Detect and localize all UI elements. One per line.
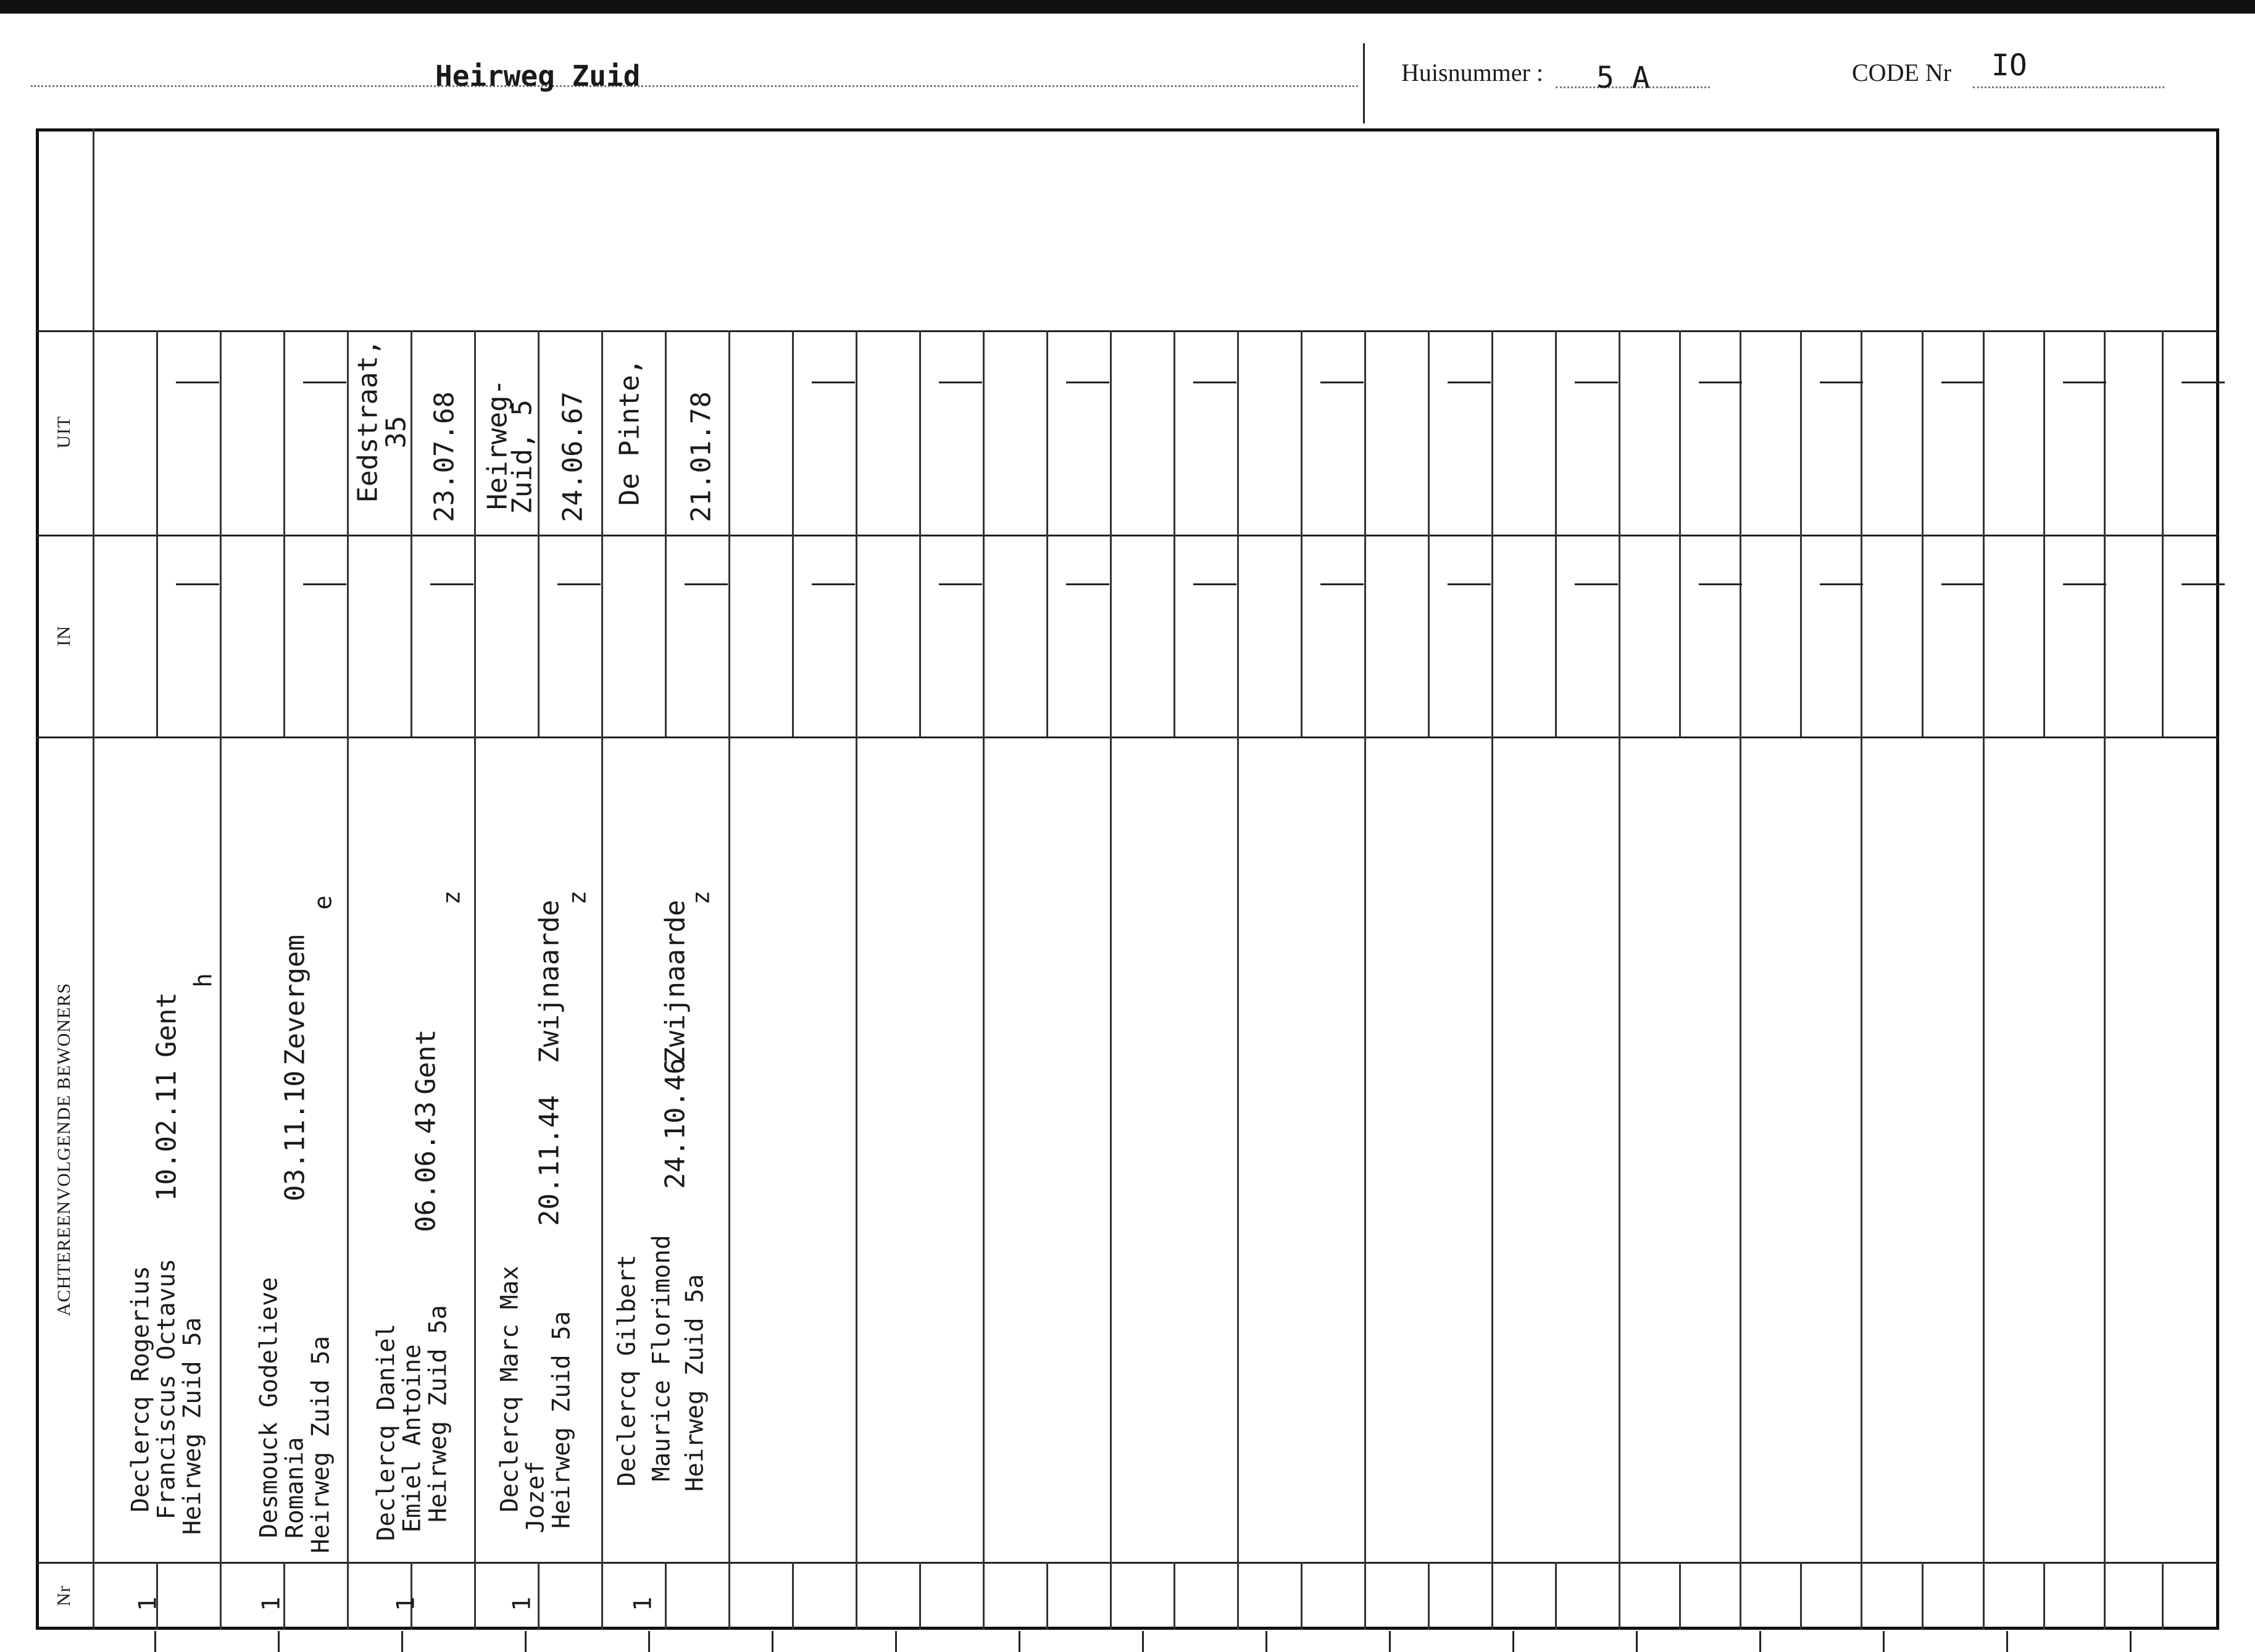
column-divider (728, 330, 730, 1630)
subcolumn-divider (283, 1562, 285, 1630)
empty-slot-dash (1699, 382, 1742, 383)
subcolumn-divider (792, 535, 794, 736)
resident-name-line: Declercq Daniel (372, 1323, 401, 1541)
empty-slot-dash (557, 583, 601, 585)
huisnummer-value: 5 A (1596, 60, 1650, 95)
subcolumn-divider (1800, 330, 1802, 535)
column-divider (601, 330, 603, 1630)
resident-mark: z (438, 890, 466, 905)
code-dotted-line (1973, 86, 2164, 88)
column-divider (1364, 330, 1366, 1630)
resident-uit-place-line: Zuid, 5 (506, 399, 538, 514)
subcolumn-divider (665, 535, 667, 736)
bottom-tick (648, 1631, 650, 1652)
bottom-tick (1265, 1631, 1267, 1652)
subcolumn-divider (2162, 330, 2164, 535)
column-divider (1110, 330, 1112, 1630)
section-label-nr: Nr (54, 1585, 74, 1606)
resident-birth-date: 03.11.10 (279, 1070, 311, 1201)
resident-name-line: Jozef (522, 1461, 550, 1533)
empty-slot-dash (1193, 382, 1236, 383)
column-divider (983, 330, 985, 1630)
subcolumn-divider (1679, 330, 1681, 535)
subcolumn-divider (1428, 535, 1430, 736)
empty-slot-dash (939, 382, 982, 383)
resident-nr: 1 (508, 1596, 536, 1611)
resident-birth-place: Gent (151, 992, 183, 1058)
empty-slot-dash (1941, 382, 1985, 383)
header-separator (1363, 43, 1365, 123)
subcolumn-divider (1679, 1562, 1681, 1630)
subcolumn-divider (1301, 1562, 1303, 1630)
empty-slot-dash (939, 583, 982, 585)
empty-slot-dash (303, 382, 346, 383)
column-divider (1491, 330, 1493, 1630)
resident-name-line: Declercq Rogerius (127, 1266, 155, 1512)
subcolumn-divider (1173, 1562, 1175, 1630)
empty-slot-dash (812, 583, 855, 585)
resident-birth-date: 06.06.43 (410, 1101, 442, 1232)
subcolumn-divider (1046, 1562, 1048, 1630)
subcolumn-divider (792, 1562, 794, 1630)
empty-slot-dash (2182, 583, 2225, 585)
empty-slot-dash (303, 583, 346, 585)
code-label: CODE Nr (1852, 59, 1952, 86)
subcolumn-divider (2043, 1562, 2045, 1630)
subcolumn-divider (1301, 330, 1303, 535)
subcolumn-divider (283, 330, 285, 535)
column-divider (856, 330, 857, 1630)
empty-slot-dash (1066, 382, 1109, 383)
subcolumn-divider (1046, 535, 1048, 736)
bottom-tick (1019, 1631, 1020, 1652)
resident-birth-place: Zevergem (279, 935, 311, 1066)
subcolumn-divider (1679, 535, 1681, 736)
empty-slot-dash (1941, 583, 1985, 585)
resident-name-line: Declercq Gilbert (613, 1254, 641, 1487)
subcolumn-divider (2162, 1562, 2164, 1630)
bottom-tick (2130, 1631, 2132, 1652)
label-column-divider (93, 128, 94, 1630)
huisnummer-label: Huisnummer : (1401, 59, 1543, 86)
subcolumn-divider (1173, 535, 1175, 736)
resident-nr: 1 (134, 1596, 162, 1611)
column-divider (1237, 330, 1239, 1630)
empty-slot-dash (2063, 382, 2106, 383)
bottom-tick (1142, 1631, 1144, 1652)
column-divider (1983, 330, 1985, 1630)
empty-slot-dash (1066, 583, 1109, 585)
subcolumn-divider (665, 330, 667, 535)
divider-top-blank (36, 330, 2219, 332)
resident-uit-date: 23.07.68 (428, 391, 461, 522)
subcolumn-divider (1428, 1562, 1430, 1630)
resident-name-line: Emiel Antoine (398, 1344, 427, 1533)
subcolumn-divider (411, 535, 412, 736)
subcolumn-divider (919, 330, 921, 535)
column-divider (1740, 330, 1741, 1630)
resident-uit-place-line: Eedstraat, (352, 339, 384, 503)
code-value: IO (1991, 48, 2027, 83)
subcolumn-divider (538, 1562, 540, 1630)
resident-birth-place: Zwijnaarde (533, 899, 565, 1064)
resident-uit-date: 24.06.67 (557, 391, 589, 522)
empty-slot-dash (1575, 583, 1618, 585)
empty-slot-dash (2182, 382, 2225, 383)
subcolumn-divider (1046, 330, 1048, 535)
empty-slot-dash (1820, 382, 1863, 383)
empty-slot-dash (1448, 583, 1491, 585)
empty-slot-dash (176, 382, 219, 383)
subcolumn-divider (156, 1562, 158, 1630)
bottom-tick (278, 1631, 280, 1652)
resident-birth-date: 24.10.46 (659, 1058, 691, 1189)
subcolumn-divider (1922, 535, 1924, 736)
bottom-tick (1512, 1631, 1514, 1652)
column-divider (220, 330, 222, 1630)
bottom-tick (1883, 1631, 1885, 1652)
subcolumn-divider (1428, 330, 1430, 535)
bottom-tick (2006, 1631, 2008, 1652)
resident-mark: z (687, 890, 715, 905)
bottom-tick (772, 1631, 773, 1652)
empty-slot-dash (2063, 583, 2106, 585)
empty-slot-dash (176, 583, 219, 585)
resident-nr: 1 (629, 1596, 657, 1611)
column-divider (474, 330, 476, 1630)
empty-slot-dash (1448, 382, 1491, 383)
subcolumn-divider (1555, 535, 1557, 736)
empty-slot-dash (1193, 583, 1236, 585)
resident-mark: z (564, 890, 592, 905)
resident-name-line: Desmouck Godelieve (255, 1277, 283, 1538)
resident-name-line: Romania (281, 1437, 309, 1539)
resident-birth-place: Gent (410, 1029, 442, 1095)
subcolumn-divider (1555, 1562, 1557, 1630)
empty-slot-dash (1699, 583, 1742, 585)
subcolumn-divider (538, 535, 540, 736)
subcolumn-divider (1555, 330, 1557, 535)
resident-uit-place-line: Heirweg- (481, 379, 514, 510)
empty-slot-dash (1320, 583, 1364, 585)
empty-slot-dash (430, 583, 473, 585)
empty-slot-dash (685, 583, 728, 585)
subcolumn-divider (1800, 535, 1802, 736)
subcolumn-divider (156, 535, 158, 736)
subcolumn-divider (2162, 535, 2164, 736)
street-dotted-line (31, 85, 1358, 87)
subcolumn-divider (1922, 1562, 1924, 1630)
subcolumn-divider (2043, 535, 2045, 736)
column-divider (1861, 330, 1862, 1630)
resident-name-line: Heirweg Zuid 5a (548, 1311, 576, 1529)
subcolumn-divider (411, 1562, 412, 1630)
resident-birth-place: Zwijnaarde (659, 899, 691, 1064)
subcolumn-divider (919, 1562, 921, 1630)
subcolumn-divider (1173, 330, 1175, 535)
resident-nr: 1 (392, 1596, 420, 1611)
empty-slot-dash (1820, 583, 1863, 585)
resident-name-line: Heirweg Zuid 5a (681, 1274, 709, 1492)
scan-top-edge (0, 0, 2255, 14)
subcolumn-divider (1301, 535, 1303, 736)
resident-uit-place-line: De Pinte, (614, 358, 646, 506)
subcolumn-divider (1922, 330, 1924, 535)
resident-birth-date: 20.11.44 (533, 1095, 565, 1226)
empty-slot-dash (1575, 382, 1618, 383)
resident-name-line: Maurice Florimond (648, 1235, 676, 1482)
resident-mark: e (309, 895, 338, 910)
empty-slot-dash (1320, 382, 1364, 383)
empty-slot-dash (812, 382, 855, 383)
bottom-tick (154, 1631, 156, 1652)
resident-name-line: Heirweg Zuid 5a (424, 1304, 452, 1523)
subcolumn-divider (283, 535, 285, 736)
divider-uit-in (36, 535, 2219, 536)
column-divider (2104, 330, 2106, 1630)
resident-mark: h (190, 973, 218, 988)
divider-bewoners-nr (36, 1562, 2219, 1564)
bottom-tick (1389, 1631, 1391, 1652)
column-divider (1619, 330, 1620, 1630)
resident-birth-date: 10.02.11 (151, 1070, 183, 1201)
subcolumn-divider (919, 535, 921, 736)
subcolumn-divider (1800, 1562, 1802, 1630)
bottom-tick (401, 1631, 403, 1652)
section-label-in: IN (54, 625, 74, 646)
bottom-tick (525, 1631, 527, 1652)
resident-name-line: Declercq Marc Max (496, 1266, 524, 1512)
street-name: Heirweg Zuid (435, 59, 641, 93)
section-label-uit: UIT (54, 415, 74, 449)
bottom-tick (1759, 1631, 1761, 1652)
resident-uit-place-line: 35 (380, 415, 412, 449)
subcolumn-divider (665, 1562, 667, 1630)
resident-nr: 1 (257, 1596, 286, 1611)
resident-uit-date: 21.01.78 (685, 391, 717, 522)
subcolumn-divider (2043, 330, 2045, 535)
divider-in-bewoners (36, 736, 2219, 738)
subcolumn-divider (792, 330, 794, 535)
section-label-bewoners: ACHTEREENVOLGENDE BEWONERS (54, 982, 74, 1317)
bottom-tick (1636, 1631, 1638, 1652)
resident-name-line: Heirweg Zuid 5a (307, 1335, 335, 1554)
column-divider (347, 330, 349, 1630)
subcolumn-divider (156, 330, 158, 535)
bottom-tick (895, 1631, 897, 1652)
resident-name-line: Franciscus Octavus (152, 1258, 181, 1520)
resident-name-line: Heirweg Zuid 5a (178, 1317, 207, 1535)
